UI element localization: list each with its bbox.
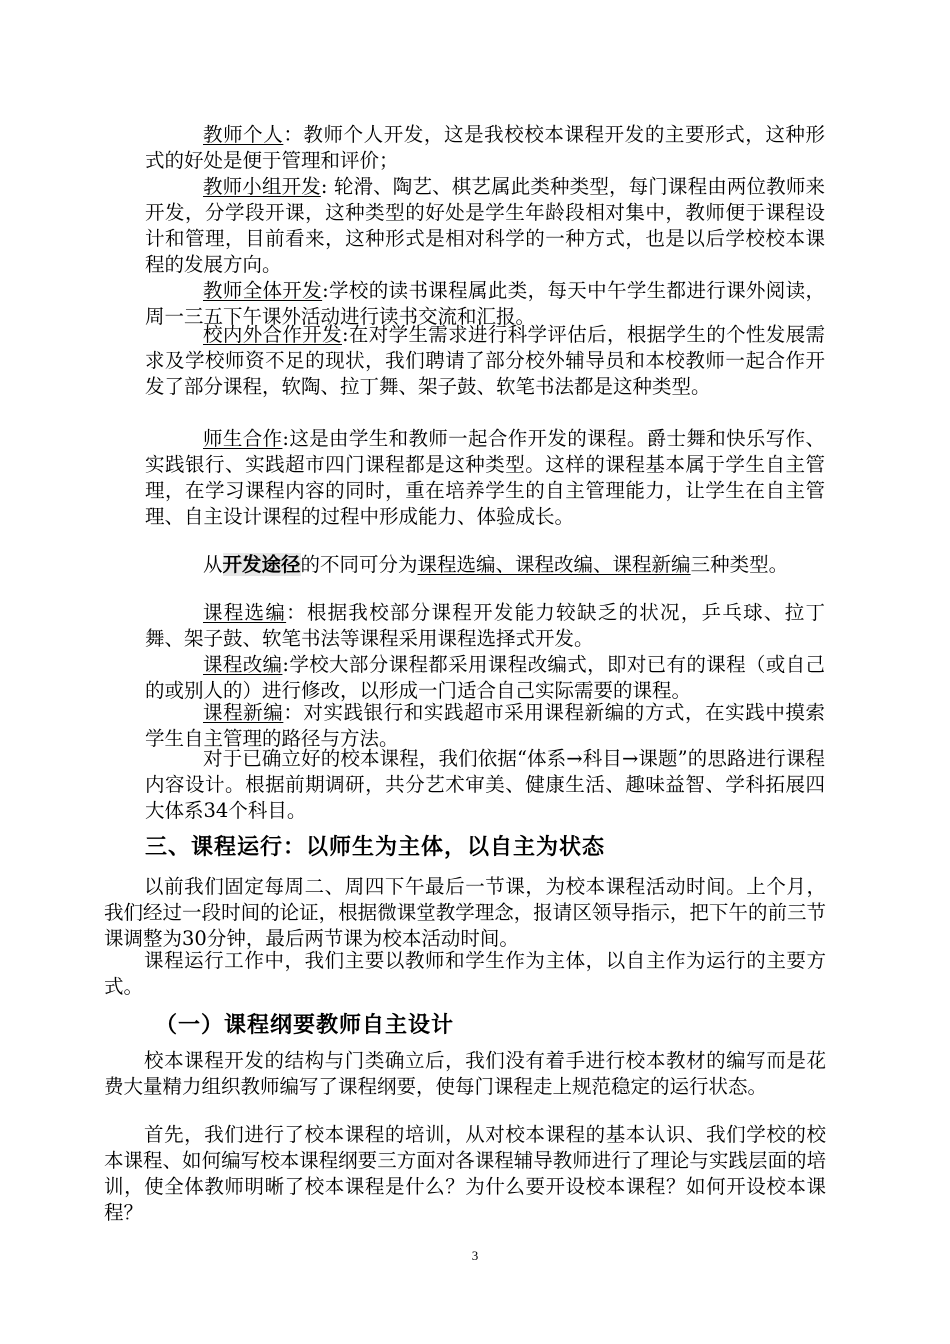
text-post: 三种类型。 xyxy=(690,553,789,576)
paragraph-text: :学校大部分课程都采用课程改编式，即对已有的课程（或自己的或别人的）进行修改，以形成一门适合自己实际需要的课程。 xyxy=(145,653,825,702)
paragraph-text: ：教师个人开发，这是我校校本课程开发的主要形式，这种形式的好处是便于管理和评价； xyxy=(145,123,825,172)
underlined-course-types: 课程选编、课程改编、课程新编 xyxy=(417,553,691,576)
term-teacher-student: 师生合作 xyxy=(203,427,283,450)
paragraph-text: ：根据我校部分课程开发能力较缺乏的状况，乒乓球、拉丁舞、架子鼓、软笔书法等课程采用课程选择式开发。 xyxy=(145,601,825,650)
term-course-selection: 课程选编 xyxy=(203,601,287,624)
paragraph-cooperation xyxy=(145,322,825,400)
text-pre: 从 xyxy=(203,553,223,576)
term-course-adaptation: 课程改编 xyxy=(203,653,283,676)
paragraph-course-content: 对于已确立好的校本课程，我们依据“体系→科目→课题”的思路进行课程内容设计。根据前期调研，共分艺术审美、健康生活、趣味益智、学科拓展四大体系34个科目。 xyxy=(145,747,825,822)
page-number: 3 xyxy=(471,1248,479,1263)
paragraph-development-approach xyxy=(145,552,825,578)
paragraph-course-adaptation xyxy=(145,652,825,704)
paragraph-text: :这是由学生和教师一起合作开发的课程。爵士舞和快乐写作、实践银行、实践超市四门课程都是这种类型。这样的课程基本属于学生自主管理，在学习课程内容的同时，重在培养学生的自主管理能力，让学生在自主管理、自主设计课程的过程中形成能力、体验成长。 xyxy=(145,427,825,528)
paragraph-schedule: 以前我们固定每周二、周四下午最后一节课，为校本课程活动时间。上个月，我们经过一段时间的论证，根据微课堂教学理念，报请区领导指示，把下午的前三节课调整为30分钟，最后两节课为校本活动时间。 xyxy=(104,875,826,950)
term-cooperation: 校内外合作开发 xyxy=(203,323,342,346)
section-heading: 三、课程运行：以师生为主体，以自主为状态 xyxy=(145,835,606,860)
paragraph-text: :学校的读书课程属此类，每天中午学生都进行课外阅读，周一三五下午课外活动进行读书交流和汇报。 xyxy=(145,279,825,328)
text-mid: 的不同可分为 xyxy=(300,553,418,576)
paragraph-syllabus: 校本课程开发的结构与门类确立后，我们没有着手进行校本教材的编写而是花费大量精力组织教师编写了课程纲要，使每门课程走上规范稳定的运行状态。 xyxy=(104,1049,826,1098)
paragraph-teacher-individual xyxy=(145,122,825,174)
term-all-teachers: 教师全体开发 xyxy=(203,279,323,302)
term-teacher-individual: 教师个人 xyxy=(203,123,284,146)
paragraph-teacher-group xyxy=(145,174,825,278)
paragraph-course-selection xyxy=(145,600,825,652)
paragraph-text: ：对实践银行和实践超市采用课程新编的方式，在实践中摸索学生自主管理的路径与方法。 xyxy=(145,701,825,750)
paragraph-text: : 轮滑、陶艺、棋艺属此类种类型，每门课程由两位教师来开发，分学段开课，这种类型的好处是学生年龄段相对集中，教师便于课程设计和管理，目前看来，这种形式是相对科学的一种方式，也是以后学校校本课程的发展方向。 xyxy=(145,175,825,276)
term-new-course: 课程新编 xyxy=(203,701,284,724)
subsection-heading: （一）课程纲要教师自主设计 xyxy=(155,1013,455,1038)
term-teacher-group: 教师小组开发 xyxy=(203,175,321,198)
highlight-development-approach: 开发途径 xyxy=(222,553,301,576)
paragraph-new-course xyxy=(145,700,825,752)
paragraph-teacher-student xyxy=(145,426,825,530)
paragraph-training: 首先，我们进行了校本课程的培训，从对校本课程的基本认识、我们学校的校本课程、如何编写校本课程纲要三方面对各课程辅导教师进行了理论与实践层面的培训，使全体教师明晰了校本课程是什么？为什么要开设校本课程？如何开设校本课程？ xyxy=(104,1123,826,1224)
paragraph-text: :在对学生需求进行科学评估后，根据学生的个性发展需求及学校师资不足的现状，我们聘请了部分校外辅导员和本校教师一起合作开发了部分课程，软陶、拉丁舞、架子鼓、软笔书法都是这种类型。 xyxy=(145,323,825,398)
paragraph-operation: 课程运行工作中，我们主要以教师和学生作为主体，以自主作为运行的主要方式。 xyxy=(104,949,826,998)
